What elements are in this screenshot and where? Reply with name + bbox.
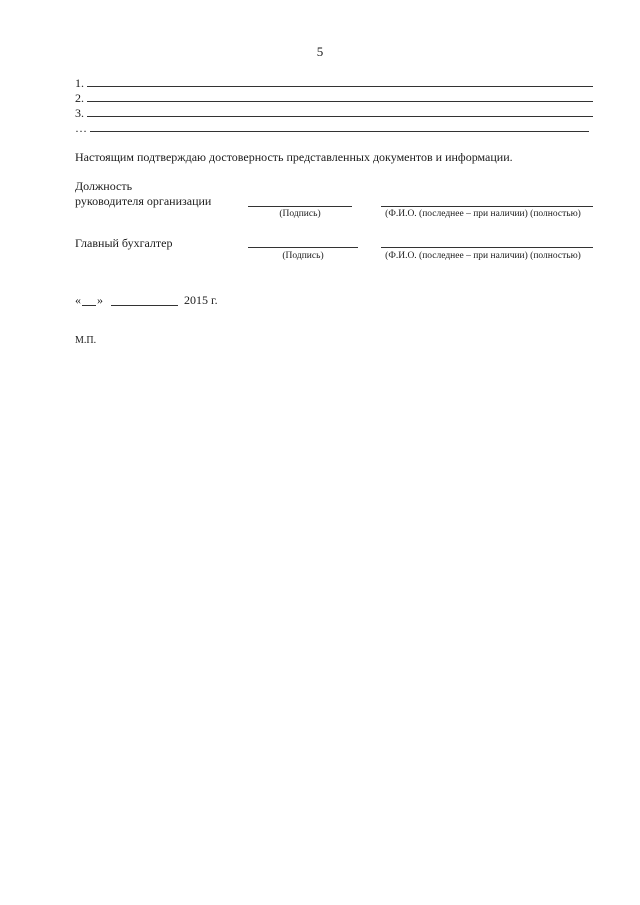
accountant-name-caption: (Ф.И.О. (последнее – при наличии) (полностью)	[385, 251, 581, 261]
date-close-quote: »	[97, 293, 103, 307]
list-item	[75, 89, 593, 104]
date-line	[75, 293, 218, 308]
list-item-line	[87, 100, 593, 102]
list-item-number: 1.	[75, 76, 84, 90]
confirmation-text: Настоящим подтверждаю достоверность представленных документов и информации.	[75, 150, 513, 164]
list-item-line	[87, 115, 593, 117]
list-item	[75, 104, 593, 119]
accountant-signature-caption: (Подпись)	[282, 251, 324, 261]
list-item	[75, 119, 589, 134]
list-item-line	[87, 85, 593, 87]
chief-accountant-label: Главный бухгалтер	[75, 236, 173, 250]
page-number: 5	[316, 44, 324, 59]
list-item-number: 3.	[75, 106, 84, 120]
stamp-place-label: М.П.	[75, 335, 97, 346]
head-signature-caption: (Подпись)	[279, 209, 321, 219]
head-position-label-line1: Должность	[75, 179, 133, 193]
head-signature-line	[248, 206, 352, 207]
head-name-caption: (Ф.И.О. (последнее – при наличии) (полностью)	[385, 209, 581, 219]
list-item-number: …	[75, 121, 87, 135]
list-item-line	[90, 130, 589, 132]
accountant-name-line	[381, 247, 593, 248]
list-item-number: 2.	[75, 91, 84, 105]
accountant-signature-line	[248, 247, 358, 248]
head-position-label-line2: руководителя организации	[75, 194, 212, 208]
date-open-quote: «	[75, 293, 81, 307]
date-month-blank	[111, 304, 178, 306]
date-day-blank	[82, 304, 96, 306]
list-item	[75, 74, 593, 89]
date-year: 2015 г.	[184, 293, 218, 307]
head-name-line	[381, 206, 593, 207]
